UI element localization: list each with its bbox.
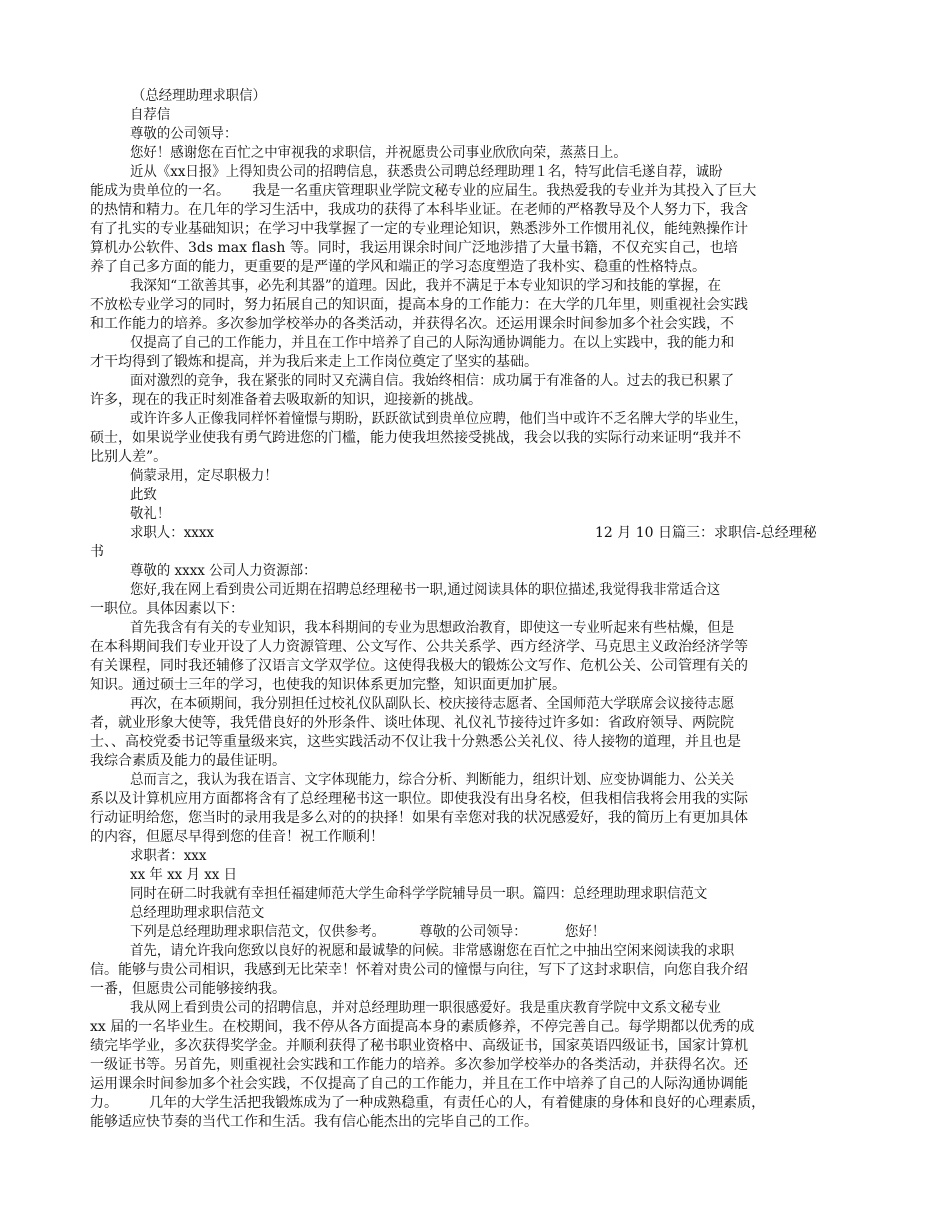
text-line: 有关课程，同时我还辅修了汉语言文学双学位。这使得我极大的锻炼公文写作、危机公关、公司管理有关的 [90,658,748,674]
text-line: 我综合素质及能力的最佳证明。 [90,753,286,769]
text-line: 士、、高校党委书记等重量级来宾，这些实践活动不仅让我十分熟悉公关礼仪、待人接物的道理，并且也是 [90,734,741,750]
text-line: 近从《xx日报》上得知贵公司的招聘信息，获悉贵公司聘总经理助理１名，特写此信毛遂自荐，诚盼 [130,164,723,180]
text-line: 面对激烈的竞争，我在紧张的同时又充满自信。我始终相信：成功属于有准备的人。过去的我已积累了 [130,373,735,389]
text-line: 力。 几年的大学生活把我锻炼成为了一种成熟稳重，有责任心的人，有着健康的身体和良好的心理素质， [90,1095,766,1111]
text-line: 者，就业形象大使等，我凭借良好的外形条件、谈吐体现、礼仪礼节接待过许多如：省政府领导、两院院 [90,715,734,731]
text-line: 我从网上看到贵公司的招聘信息，并对总经理助理一职很感爱好。我是重庆教育学院中文系文秘专业 [130,1000,721,1016]
text-line: 的内容，但愿尽早得到您的佳音！祝工作顺利！ [90,829,384,845]
text-line: xx 届的一名毕业生。在校期间，我不停从各方面提高本身的素质修养，不停完善自己。每学期都以优秀的成 [90,1019,755,1035]
text-line: 有了扎实的专业基础知识；在学习中我掌握了一定的专业理论知识，熟悉涉外工作惯用礼仪，能纯熟操作计 [90,221,748,237]
text-line: 您好！感谢您在百忙之中审视我的求职信，并祝愿贵公司事业欣欣向荣，蒸蒸日上。 [130,145,627,161]
text-line: 或许许多人正像我同样怀着憧憬与期盼，跃跃欲试到贵单位应聘，他们当中或许不乏名牌大学的毕业生， [130,411,748,427]
text-line: 下列是总经理助理求职信范文，仅供参考。 尊敬的公司领导： 您好！ [130,924,606,940]
text-line: 倘蒙录用，定尽职极力！ [130,468,278,484]
text-line: 硕士，如果说学业使我有勇气跨进您的门槛，能力使我坦然接受挑战，我会以我的实际行动来证明“我并不 [90,430,742,446]
text-line: 一职位。具体因素以下： [90,601,244,617]
date-line: xx 年 xx 月 xx 日 [130,867,238,883]
text-line: 总而言之，我认为我在语言、文字体现能力，综合分析、判断能力，组织计划、应变协调能力、公关关 [130,772,735,788]
text-line: 同时在研二时我就有幸担任福建师范大学生命科学学院辅导员一职。篇四：总经理助理求职信范文 [130,886,708,902]
text-line: 一番，但愿贵公司能够接纳我。 [90,981,286,997]
text-line: 比别人差”。 [90,449,168,465]
text-line: 知识。通过硕士三年的学习，也使我的知识体系更加完整，知识面更加扩展。 [90,677,566,693]
text-line: 再次，在本硕期间，我分别担任过校礼仪队副队长、校庆接待志愿者、全国师范大学联席会议接待志愿 [130,696,735,712]
signature-line: 求职人：xxxx [130,525,215,541]
signature-line: 求职者：xxx [130,848,207,864]
text-line: 信。能够与贵公司相识，我感到无比荣幸！怀着对贵公司的憧憬与向往，写下了这封求职信，向您自我介绍 [90,962,748,978]
text-line: 算机办公软件、3ds max flash 等。同时，我运用课余时间广泛地涉措了大量书籍，不仅充实自己，也培 [90,240,738,256]
text-line: 许多，现在的我正时刻准备着去吸取新的知识，迎接新的挑战。 [90,392,482,408]
text-line: 能够适应快节奏的当代工作和生活。我有信心能杰出的完毕自己的工作。 [90,1114,538,1130]
text-line: 绩完毕学业，多次获得奖学金。并顺利获得了秘书职业资格中、高级证书，国家英语四级证书，国家计算机 [90,1038,748,1054]
text-line: 您好,我在网上看到贵公司近期在招聘总经理秘书一职,通过阅读具体的职位描述,我觉得我非常适合这 [130,582,721,598]
text-line: 我深知“工欲善其事，必先利其器”的道理。因此，我并不满足于本专业知识的学习和技能的掌握，在 [130,278,722,294]
text-line: 的热情和精力。在几年的学习生活中，我成功的获得了本科毕业证。在老师的严格教导及个人努力下，我含 [90,202,748,218]
text-line: 运用课余时间参加多个社会实践，不仅提高了自己的工作能力，并且在工作中培养了自己的人际沟通协调能 [90,1076,748,1092]
text-line: 能成为贵单位的一名。 我是一名重庆管理职业学院文秘专业的应届生。我热爱我的专业并为其投入了巨大 [90,183,757,199]
letter-heading: 自荐信 [130,107,171,123]
text-line: 系以及计算机应用方面都将含有了总经理秘书这一职位。即使我没有出身名校，但我相信我将会用我的实际 [90,791,748,807]
section-heading: 12 月 10 日篇三：求职信-总经理秘 [595,525,817,541]
text-line: 和工作能力的培养。多次参加学校举办的各类活动，并获得名次。还运用课余时间参加多个社会实践，不 [90,316,734,332]
doc-title: （总经理助理求职信） [132,88,266,104]
closing-line: 敬礼！ [130,506,171,522]
text-line: 首先我含有有关的专业知识，我本科期间的专业为思想政治教育，即使这一专业听起来有些枯燥，但是 [130,620,735,636]
text-line: 书 [90,544,104,560]
text-line: 不放松专业学习的同时，努力拓展自己的知识面，提高本身的工作能力：在大学的几年里，则重视社会实践 [90,297,748,313]
salutation: 尊敬的公司领导： [130,126,238,142]
closing-line: 此致 [130,487,157,503]
text-line: 首先，请允许我向您致以良好的祝愿和最诚挚的问候。非常感谢您在百忙之中抽出空闲来阅读我的求职 [130,943,735,959]
text-line: 行动证明给您，您当时的录用我是多么对的的抉择！如果有幸您对我的状况感爱好，我的简历上有更加具体 [90,810,748,826]
text-line: 养了自己多方面的能力，更重要的是严谨的学风和端正的学习态度塑造了我朴实、稳重的性格特点。 [90,259,706,275]
text-line: 一级证书等。另首先，则重视社会实践和工作能力的培养。多次参加学校举办的各类活动，并获得名次。还 [90,1057,748,1073]
section-heading: 总经理助理求职信范文 [130,905,265,921]
salutation: 尊敬的 xxxx 公司人力资源部： [130,563,317,579]
text-line: 仅提高了自己的工作能力，并且在工作中培养了自己的人际沟通协调能力。在以上实践中，我的能力和 [130,335,735,351]
text-line: 在本科期间我们专业开设了人力资源管理、公文写作、公共关系学、西方经济学、马克思主义政治经济学等 [90,639,748,655]
text-line: 才干均得到了锻炼和提高，并为我后来走上工作岗位奠定了坚实的基础。 [90,354,538,370]
